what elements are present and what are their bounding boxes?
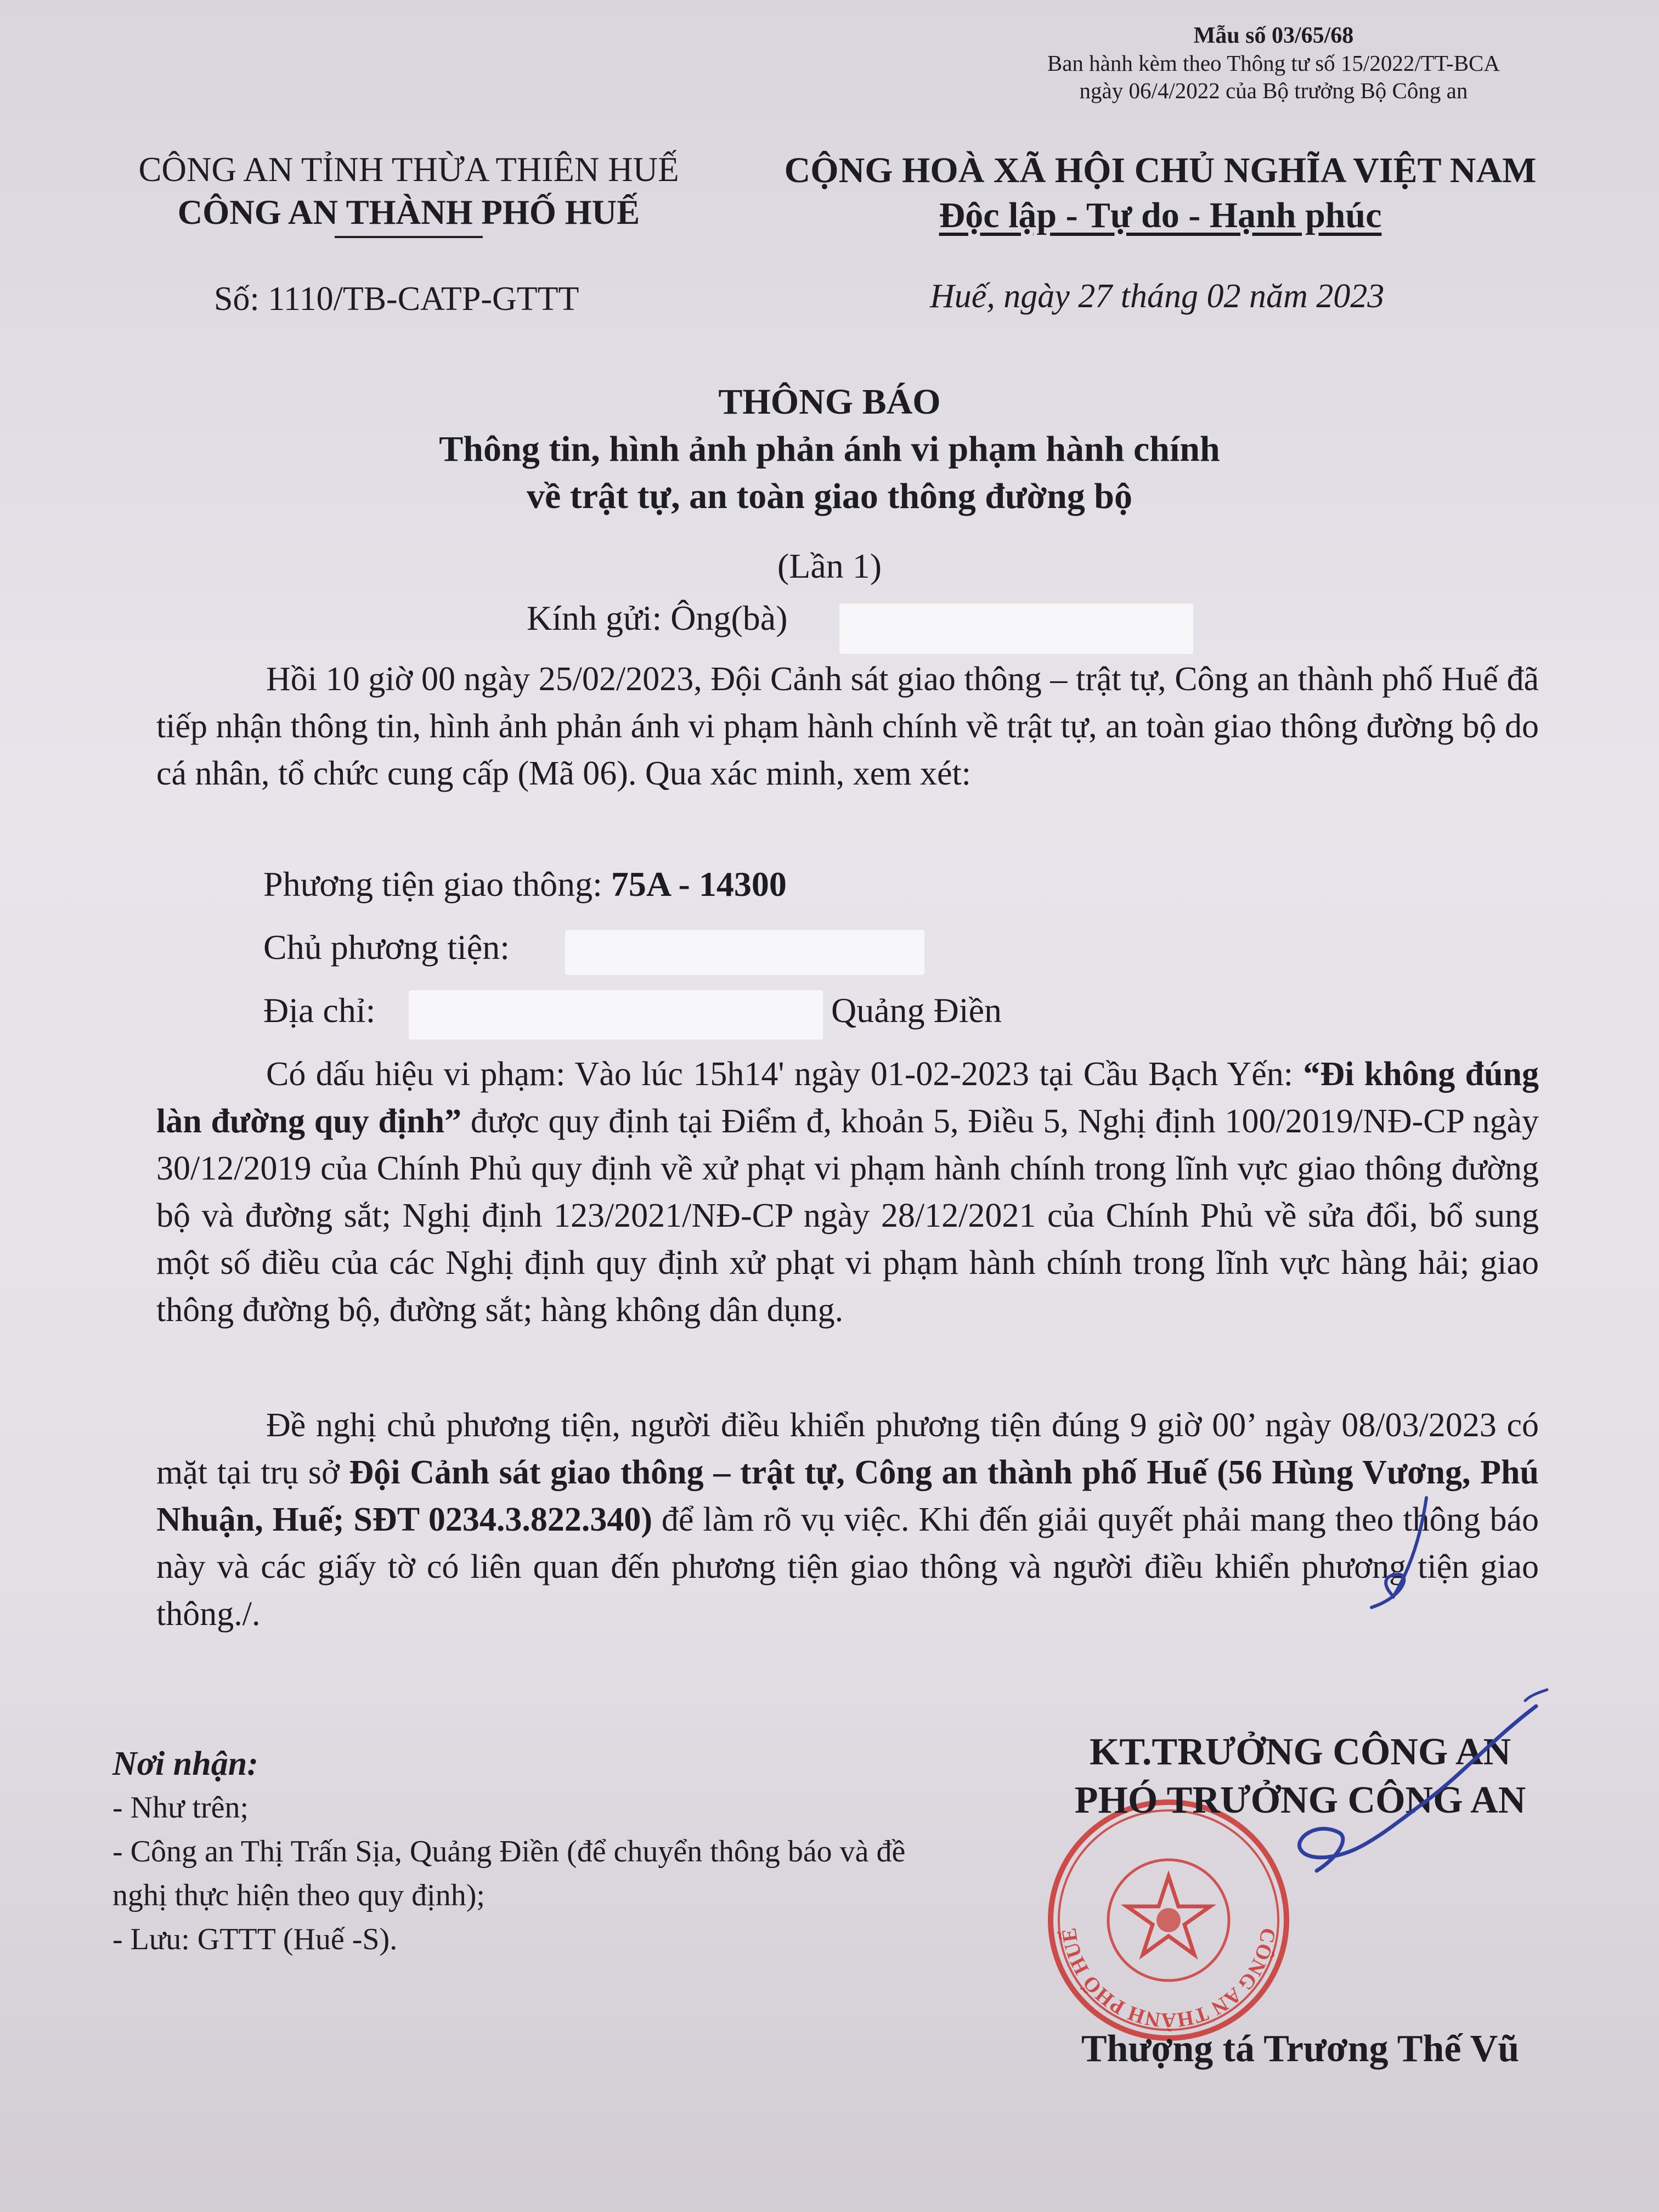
agency-parent: CÔNG AN TỈNH THỪA THIÊN HUẾ	[138, 150, 679, 189]
recipients-list	[112, 1742, 935, 1961]
signature-title1: KT.TRƯỞNG CÔNG AN	[1089, 1731, 1511, 1773]
title-line1: Thông tin, hình ảnh phản ánh vi phạm hành chính	[439, 429, 1220, 469]
document-number: Số: 1110/TB-CATP-GTTT	[214, 280, 579, 318]
recipient-label: Kính gửi: Ông(bà)	[527, 599, 788, 637]
vehicle-plate: 75A - 14300	[611, 865, 787, 904]
form-info	[1047, 22, 1500, 104]
owner-field	[263, 927, 510, 968]
violation-rest: được quy định tại Điểm đ, khoản 5, Điều 5, Nghị định 100/2019/NĐ-CP ngày 30/12/2019 của Chính Phủ quy định về xử phạt vi phạm hành chính trong lĩnh vực giao thông đường bộ và đường sắt; Nghị định 123/2021/NĐ-CP ngày 28/12/2021 của Chính Phủ về sửa đổi, bổ sung một số điều của các Nghị định quy định xử phạt vi phạm hành chính trong lĩnh vực hàng hải; giao thông đường bộ, đường sắt; hàng không dân dụng.	[156, 1103, 1539, 1329]
request-place: Đội Cảnh sát giao thông – trật tự, Công an thành phố Huế (56 Hùng Vương, Phú Nhuận, Huế; SĐT 0234.3.822.340)	[156, 1454, 1539, 1538]
address-visible: Quảng Điền	[831, 991, 1002, 1030]
national-header	[768, 148, 1553, 238]
recipient-line	[527, 598, 788, 639]
agency-name: CÔNG AN THÀNH PHỐ HUẾ	[177, 193, 640, 232]
recipients-heading: Nơi nhận:	[112, 1745, 258, 1782]
address-field	[263, 990, 375, 1031]
recipients-item: - Công an Thị Trấn Sịa, Quảng Điền (để chuyển thông báo và đề nghị thực hiện theo quy định);	[112, 1835, 906, 1912]
signer-name: Thượng tá Trương Thế Vũ	[1081, 2028, 1520, 2070]
redacted-owner-name	[565, 930, 924, 975]
violation-paragraph	[156, 1051, 1539, 1334]
redacted-recipient-name	[839, 603, 1193, 654]
title-line2: về trật tự, an toàn giao thông đường bộ	[526, 476, 1133, 516]
redacted-address	[409, 990, 823, 1040]
nation-motto: Độc lập - Tự do - Hạnh phúc	[939, 195, 1382, 235]
vehicle-field	[263, 864, 787, 905]
form-issued-line1: Ban hành kèm theo Thông tư số 15/2022/TT-BCA	[1047, 50, 1500, 76]
svg-text:CÔNG AN THÀNH PHỐ HUẾ	[1057, 1926, 1279, 2032]
form-issued-line2: ngày 06/4/2022 của Bộ trưởng Bộ Công an	[1079, 78, 1468, 103]
address-label: Địa chỉ:	[263, 991, 376, 1030]
violation-intro: Có dấu hiệu vi phạm: Vào lúc 15h14' ngày 01-02-2023 tại Cầu Bạch Yến:	[266, 1056, 1293, 1093]
title-main: THÔNG BÁO	[718, 382, 941, 422]
intro-paragraph: Hồi 10 giờ 00 ngày 25/02/2023, Đội Cảnh sát giao thông – trật tự, Công an thành phố Huế đã tiếp nhận thông tin, hình ảnh phản ánh vi phạm hành chính về trật tự, an toàn giao thông đường bộ do cá nhân, tổ chức cung cấp (Mã 06). Qua xác minh, xem xét:	[156, 661, 1539, 792]
request-end: để làm rõ vụ việc. Khi đến giải quyết phải mang theo thông báo này và các giấy tờ có liên quan đến phương tiện giao thông và người điều khiển phương tiện giao thông./.	[156, 1501, 1539, 1633]
owner-label: Chủ phương tiện:	[263, 928, 510, 967]
stamp-text: CÔNG AN THÀNH PHỐ HUẾ	[1057, 1926, 1280, 2032]
nation-name: CỘNG HOÀ XÃ HỘI CHỦ NGHĨA VIỆT NAM	[784, 150, 1537, 190]
attempt-number: (Lần 1)	[777, 546, 882, 585]
agency-header	[104, 148, 713, 238]
agency-underline	[335, 236, 483, 238]
violation-name: “Đi không đúng làn đường quy định”	[156, 1056, 1539, 1140]
document-date: Huế, ngày 27 tháng 02 năm 2023	[930, 278, 1385, 315]
recipients-item: - Lưu: GTTT (Huế -S).	[112, 1922, 398, 1956]
vehicle-label: Phương tiện giao thông:	[263, 865, 602, 904]
handwritten-signature	[1042, 1492, 1564, 1942]
request-start: Đề nghị chủ phương tiện, người điều khiển phương tiện đúng 9 giờ 00’ ngày 08/03/2023 có mặt tại trụ sở	[156, 1407, 1539, 1491]
recipients-item: - Như trên;	[112, 1791, 249, 1825]
form-number: Mẫu số 03/65/68	[1193, 23, 1354, 48]
signature-title2: PHÓ TRƯỞNG CÔNG AN	[1074, 1779, 1526, 1821]
document-title	[0, 379, 1659, 520]
